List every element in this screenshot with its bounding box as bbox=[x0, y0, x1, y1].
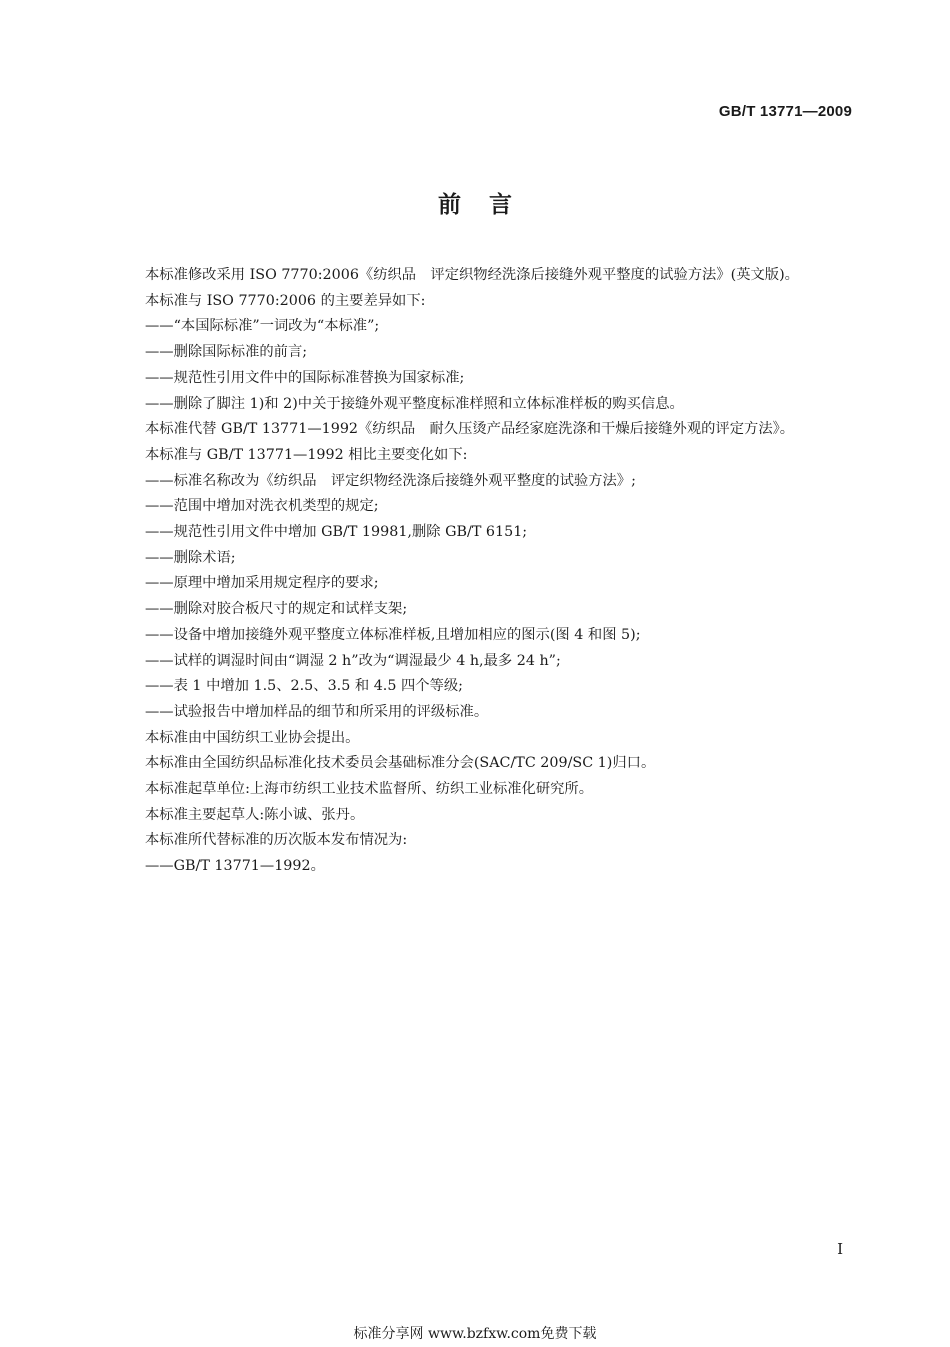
paragraph: 本标准所代替标准的历次版本发布情况为: bbox=[145, 832, 408, 849]
list-item: ——规范性引用文件中增加 GB/T 19981,删除 GB/T 6151; bbox=[145, 524, 528, 541]
list-item: ——设备中增加接缝外观平整度立体标准样板,且增加相应的图示(图 4 和图 5); bbox=[145, 626, 641, 643]
list-item: ——删除了脚注 1)和 2)中关于接缝外观平整度标准样照和立体标准样板的购买信息。 bbox=[145, 395, 684, 412]
list-item: ——表 1 中增加 1.5、2.5、3.5 和 4.5 四个等级; bbox=[145, 678, 463, 695]
list-item: ——试验报告中增加样品的细节和所采用的评级标准。 bbox=[145, 703, 489, 720]
paragraph: 本标准修改采用 ISO 7770:2006《纺织品 评定织物经洗涤后接缝外观平整度的试验方法》(英文版)。 bbox=[145, 267, 799, 283]
paragraph: 本标准与 GB/T 13771—1992 相比主要变化如下: bbox=[145, 446, 468, 463]
standard-number: GB/T 13771—2009 bbox=[718, 103, 852, 120]
list-item: ——标准名称改为《纺织品 评定织物经洗涤后接缝外观平整度的试验方法》; bbox=[145, 472, 636, 489]
footer-watermark: 标准分享网 www.bzfxw.com免费下载 bbox=[353, 1326, 597, 1342]
paragraph: 本标准由中国纺织工业协会提出。 bbox=[145, 729, 360, 746]
list-item: ——“本国际标准”一词改为“本标准”; bbox=[145, 318, 380, 335]
list-item: ——试样的调湿时间由“调湿 2 h”改为“调湿最少 4 h,最多 24 h”; bbox=[145, 652, 561, 669]
list-item: ——规范性引用文件中的国际标准替换为国家标准; bbox=[145, 369, 465, 386]
paragraph: 本标准与 ISO 7770:2006 的主要差异如下: bbox=[145, 292, 426, 309]
page-title: 前言 bbox=[438, 192, 540, 218]
list-item: ——GB/T 13771—1992。 bbox=[145, 858, 325, 875]
list-item: ——删除国际标准的前言; bbox=[145, 344, 308, 361]
list-item: ——删除术语; bbox=[145, 549, 236, 566]
list-item: ——原理中增加采用规定程序的要求; bbox=[145, 575, 379, 592]
paragraph: 本标准起草单位:上海市纺织工业技术监督所、纺织工业标准化研究所。 bbox=[145, 781, 594, 798]
page-number: I bbox=[837, 1240, 843, 1258]
list-item: ——删除对胶合板尺寸的规定和试样支架; bbox=[145, 601, 408, 618]
paragraph: 本标准由全国纺织品标准化技术委员会基础标准分会(SAC/TC 209/SC 1)归口。 bbox=[145, 755, 656, 772]
list-item: ——范围中增加对洗衣机类型的规定; bbox=[145, 498, 379, 515]
document-body bbox=[112, 263, 854, 880]
paragraph: 本标准主要起草人:陈小诚、张丹。 bbox=[145, 806, 365, 823]
paragraph: 本标准代替 GB/T 13771—1992《纺织品 耐久压烫产品经家庭洗涤和干燥后接缝外观的评定方法》。 bbox=[145, 421, 795, 438]
